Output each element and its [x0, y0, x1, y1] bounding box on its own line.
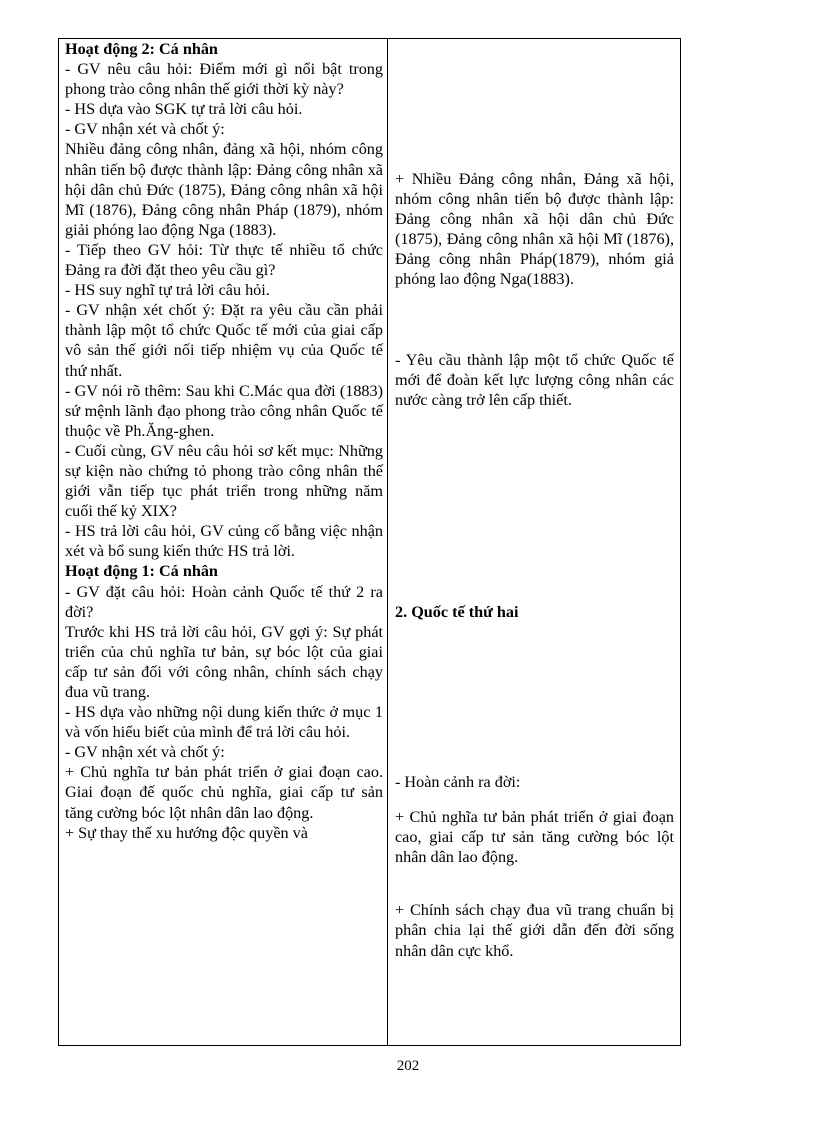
paragraph: - GV đặt câu hỏi: Hoàn cảnh Quốc tế thứ 2 ra đời? [65, 582, 383, 621]
activities-column [59, 39, 388, 1045]
activity-heading: Hoạt động 1: Cá nhân [65, 562, 218, 581]
paragraph: - Yêu cầu thành lập một tổ chức Quốc tế mới để đoàn kết lực lượng công nhân các nước càng trở lên cấp thiết. [395, 350, 674, 409]
paragraph: Nhiều đảng công nhân, đảng xã hội, nhóm công nhân tiến bộ được thành lập: Đảng công nhân xã hội dân chủ Đức (1875), Đảng công nhân xã hội Mĩ (1876), Đảng công nhân Pháp (1879), nhóm giải phóng lao động Nga (1883). [65, 140, 383, 239]
paragraph: - GV nhận xét và chốt ý: [65, 743, 225, 762]
paragraph: - GV nói rõ thêm: Sau khi C.Mác qua đời (1883) sứ mệnh lãnh đạo phong trào công nhân Quốc tế thuộc về Ph.Ăng-ghen. [65, 381, 383, 440]
paragraph: - Cuối cùng, GV nêu câu hỏi sơ kết mục: Những sự kiện nào chứng tỏ phong trào công nhân thế giới vẫn tiếp tục phát triển trong những năm cuối thế kỷ XIX? [65, 441, 383, 521]
page-number: 202 [396, 1058, 420, 1074]
paragraph: - Tiếp theo GV hỏi: Từ thực tế nhiều tổ chức Đảng ra đời đặt theo yêu cầu gì? [65, 240, 383, 280]
section-heading: 2. Quốc tế thứ hai [395, 602, 519, 621]
paragraph: - GV nhận xét và chốt ý: [65, 120, 225, 139]
paragraph: Trước khi HS trả lời câu hỏi, GV gợi ý: Sự phát triển của chủ nghĩa tư bản, sự bóc lột của giai cấp tư sản đối với công nhân, chính sách chạy đua vũ trang. [65, 622, 383, 701]
paragraph: + Chủ nghĩa tư bản phát triển ở giai đoạn cao, giai cấp tư sản tăng cường bóc lột nhân dân lao động. [395, 808, 674, 867]
paragraph: - GV nêu câu hỏi: Điểm mới gì nổi bật trong phong trào công nhân thế giới thời kỳ này? [65, 60, 383, 99]
paragraph: - HS dựa vào SGK tự trả lời câu hỏi. [65, 100, 303, 119]
paragraph: - HS dựa vào những nội dung kiến thức ở mục 1 và vốn hiểu biết của mình để trả lời câu hỏi. [65, 703, 383, 742]
paragraph: - Hoàn cảnh ra đời: [395, 772, 521, 791]
paragraph: + Nhiều Đảng công nhân, Đảng xã hội, nhóm công nhân tiến bộ được thành lập: Đảng công nhân xã hội dân chủ Đức (1875), Đảng công nhân xã hội Mĩ (1876), Đảng công nhân Pháp(1879), nhóm giả phóng lao động Nga(1883). [395, 170, 674, 289]
paragraph: - HS trả lời câu hỏi, GV củng cố bằng việc nhận xét và bổ sung kiến thức HS trả lời. [65, 522, 383, 561]
paragraph: + Chính sách chạy đua vũ trang chuẩn bị phân chia lại thế giới dẫn đến đời sống nhân dân cực khổ. [395, 901, 674, 960]
paragraph: + Sự thay thế xu hướng độc quyền và [65, 823, 308, 842]
lesson-table [58, 38, 681, 1046]
content-column [388, 39, 680, 1045]
paragraph: + Chủ nghĩa tư bản phát triển ở giai đoạn cao. Giai đoạn đế quốc chủ nghĩa, giai cấp tư sản tăng cường bóc lột nhân dân lao động. [65, 763, 383, 822]
paragraph: - HS suy nghĩ tự trả lời câu hỏi. [65, 281, 270, 300]
activity-heading: Hoạt động 2: Cá nhân [65, 40, 218, 58]
paragraph: - GV nhận xét chốt ý: Đặt ra yêu cầu cần phải thành lập một tổ chức Quốc tế mới của giai cấp vô sản thế giới nối tiếp nhiệm vụ của Quốc tế thứ nhất. [65, 301, 383, 380]
